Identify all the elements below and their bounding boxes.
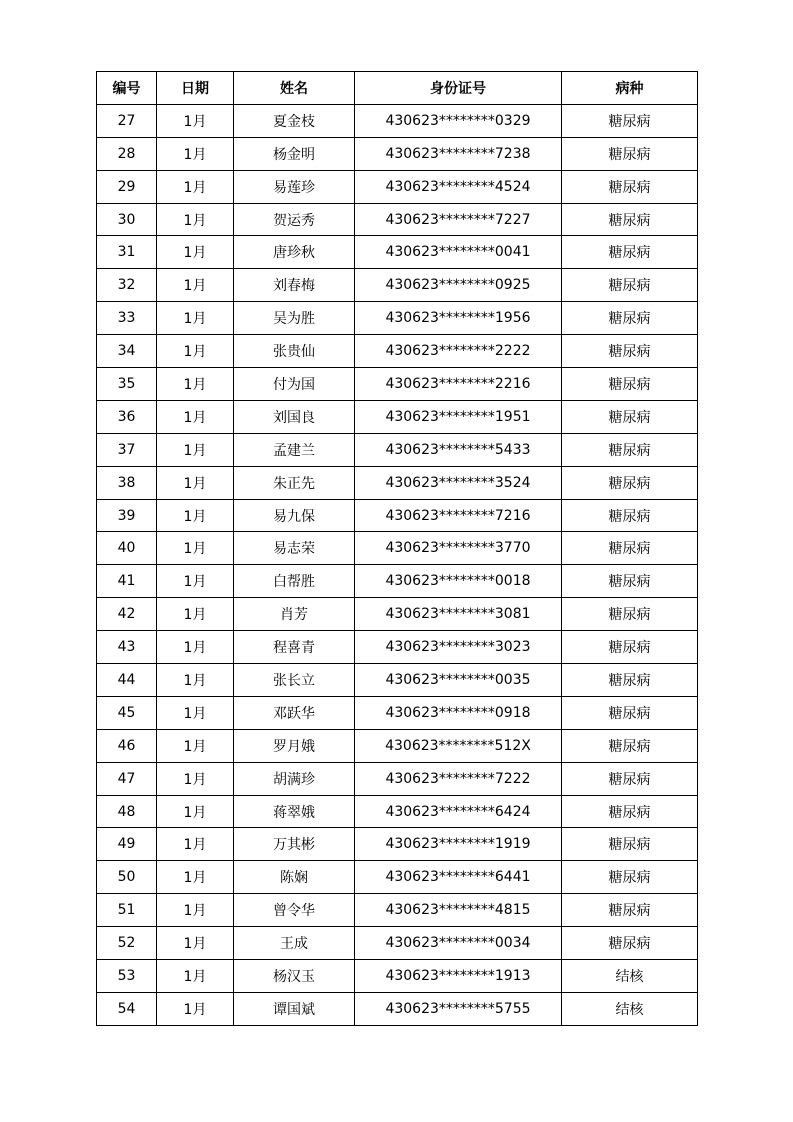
cell-date: 1月 — [157, 499, 234, 532]
cell-number: 48 — [97, 795, 157, 828]
cell-disease: 糖尿病 — [562, 236, 698, 269]
cell-date: 1月 — [157, 433, 234, 466]
cell-date: 1月 — [157, 960, 234, 993]
cell-id-number: 430623********7222 — [355, 762, 562, 795]
cell-id-number: 430623********5433 — [355, 433, 562, 466]
table-row — [97, 302, 698, 335]
cell-name: 肖芳 — [234, 598, 355, 631]
cell-name: 蒋翠娥 — [234, 795, 355, 828]
cell-number: 50 — [97, 861, 157, 894]
cell-disease: 糖尿病 — [562, 302, 698, 335]
table-row — [97, 236, 698, 269]
cell-name: 刘国良 — [234, 400, 355, 433]
cell-name: 张长立 — [234, 664, 355, 697]
cell-id-number: 430623********3770 — [355, 532, 562, 565]
cell-number: 36 — [97, 400, 157, 433]
cell-disease: 结核 — [562, 960, 698, 993]
cell-disease: 糖尿病 — [562, 532, 698, 565]
cell-number: 46 — [97, 729, 157, 762]
table-header-row — [97, 72, 698, 105]
cell-number: 54 — [97, 992, 157, 1025]
cell-name: 罗月娥 — [234, 729, 355, 762]
cell-id-number: 430623********0918 — [355, 696, 562, 729]
cell-id-number: 430623********3081 — [355, 598, 562, 631]
cell-date: 1月 — [157, 927, 234, 960]
cell-date: 1月 — [157, 203, 234, 236]
cell-name: 张贵仙 — [234, 335, 355, 368]
table-row — [97, 400, 698, 433]
table-row — [97, 729, 698, 762]
cell-id-number: 430623********7238 — [355, 137, 562, 170]
table-row — [97, 927, 698, 960]
cell-name: 付为国 — [234, 368, 355, 401]
cell-date: 1月 — [157, 861, 234, 894]
cell-id-number: 430623********4815 — [355, 894, 562, 927]
cell-id-number: 430623********0925 — [355, 269, 562, 302]
cell-number: 28 — [97, 137, 157, 170]
cell-number: 40 — [97, 532, 157, 565]
table-row — [97, 335, 698, 368]
table-row — [97, 203, 698, 236]
table-row — [97, 466, 698, 499]
cell-disease: 糖尿病 — [562, 104, 698, 137]
cell-disease: 糖尿病 — [562, 894, 698, 927]
cell-number: 33 — [97, 302, 157, 335]
cell-name: 易志荣 — [234, 532, 355, 565]
cell-disease: 糖尿病 — [562, 664, 698, 697]
cell-number: 32 — [97, 269, 157, 302]
header-disease: 病种 — [562, 72, 698, 105]
cell-name: 吴为胜 — [234, 302, 355, 335]
cell-date: 1月 — [157, 269, 234, 302]
cell-date: 1月 — [157, 400, 234, 433]
cell-id-number: 430623********2216 — [355, 368, 562, 401]
cell-id-number: 430623********5755 — [355, 992, 562, 1025]
cell-name: 夏金枝 — [234, 104, 355, 137]
header-date: 日期 — [157, 72, 234, 105]
cell-disease: 糖尿病 — [562, 696, 698, 729]
cell-date: 1月 — [157, 762, 234, 795]
cell-date: 1月 — [157, 729, 234, 762]
cell-date: 1月 — [157, 795, 234, 828]
cell-number: 49 — [97, 828, 157, 861]
table-body — [97, 104, 698, 1025]
cell-disease: 糖尿病 — [562, 466, 698, 499]
cell-date: 1月 — [157, 236, 234, 269]
table-row — [97, 861, 698, 894]
cell-name: 白帮胜 — [234, 565, 355, 598]
table-row — [97, 960, 698, 993]
cell-date: 1月 — [157, 894, 234, 927]
cell-id-number: 430623********2222 — [355, 335, 562, 368]
cell-date: 1月 — [157, 104, 234, 137]
cell-date: 1月 — [157, 302, 234, 335]
cell-id-number: 430623********4524 — [355, 170, 562, 203]
cell-id-number: 430623********6441 — [355, 861, 562, 894]
cell-number: 31 — [97, 236, 157, 269]
cell-number: 37 — [97, 433, 157, 466]
cell-date: 1月 — [157, 335, 234, 368]
header-id-number: 身份证号 — [355, 72, 562, 105]
cell-name: 胡满珍 — [234, 762, 355, 795]
cell-date: 1月 — [157, 137, 234, 170]
cell-date: 1月 — [157, 828, 234, 861]
cell-id-number: 430623********512X — [355, 729, 562, 762]
cell-id-number: 430623********1951 — [355, 400, 562, 433]
cell-id-number: 430623********0329 — [355, 104, 562, 137]
cell-id-number: 430623********6424 — [355, 795, 562, 828]
table-row — [97, 992, 698, 1025]
table-row — [97, 795, 698, 828]
table-row — [97, 894, 698, 927]
cell-number: 35 — [97, 368, 157, 401]
cell-id-number: 430623********3023 — [355, 631, 562, 664]
cell-date: 1月 — [157, 170, 234, 203]
cell-name: 易莲珍 — [234, 170, 355, 203]
table-row — [97, 137, 698, 170]
cell-id-number: 430623********7216 — [355, 499, 562, 532]
cell-id-number: 430623********1956 — [355, 302, 562, 335]
table-row — [97, 433, 698, 466]
cell-disease: 糖尿病 — [562, 861, 698, 894]
header-number: 编号 — [97, 72, 157, 105]
cell-id-number: 430623********1919 — [355, 828, 562, 861]
cell-name: 曾令华 — [234, 894, 355, 927]
cell-name: 程喜青 — [234, 631, 355, 664]
cell-disease: 糖尿病 — [562, 335, 698, 368]
table-row — [97, 828, 698, 861]
cell-number: 45 — [97, 696, 157, 729]
table-row — [97, 565, 698, 598]
cell-id-number: 430623********0041 — [355, 236, 562, 269]
cell-date: 1月 — [157, 532, 234, 565]
cell-date: 1月 — [157, 696, 234, 729]
cell-name: 易九保 — [234, 499, 355, 532]
table-row — [97, 696, 698, 729]
cell-id-number: 430623********0034 — [355, 927, 562, 960]
cell-number: 52 — [97, 927, 157, 960]
cell-disease: 糖尿病 — [562, 927, 698, 960]
cell-number: 38 — [97, 466, 157, 499]
cell-number: 34 — [97, 335, 157, 368]
cell-date: 1月 — [157, 631, 234, 664]
cell-number: 42 — [97, 598, 157, 631]
cell-name: 陈娴 — [234, 861, 355, 894]
table-row — [97, 104, 698, 137]
header-name: 姓名 — [234, 72, 355, 105]
cell-number: 29 — [97, 170, 157, 203]
cell-disease: 糖尿病 — [562, 631, 698, 664]
cell-name: 杨汉玉 — [234, 960, 355, 993]
table-row — [97, 368, 698, 401]
cell-number: 51 — [97, 894, 157, 927]
cell-name: 朱正先 — [234, 466, 355, 499]
cell-name: 孟建兰 — [234, 433, 355, 466]
cell-date: 1月 — [157, 565, 234, 598]
cell-number: 43 — [97, 631, 157, 664]
table-row — [97, 532, 698, 565]
cell-disease: 糖尿病 — [562, 203, 698, 236]
cell-disease: 糖尿病 — [562, 795, 698, 828]
cell-name: 唐珍秋 — [234, 236, 355, 269]
cell-disease: 结核 — [562, 992, 698, 1025]
cell-number: 47 — [97, 762, 157, 795]
cell-date: 1月 — [157, 664, 234, 697]
cell-disease: 糖尿病 — [562, 729, 698, 762]
cell-disease: 糖尿病 — [562, 499, 698, 532]
cell-disease: 糖尿病 — [562, 598, 698, 631]
cell-number: 30 — [97, 203, 157, 236]
cell-disease: 糖尿病 — [562, 433, 698, 466]
cell-number: 53 — [97, 960, 157, 993]
cell-number: 39 — [97, 499, 157, 532]
cell-disease: 糖尿病 — [562, 565, 698, 598]
table-row — [97, 631, 698, 664]
cell-name: 王成 — [234, 927, 355, 960]
table-row — [97, 269, 698, 302]
cell-id-number: 430623********0018 — [355, 565, 562, 598]
cell-id-number: 430623********1913 — [355, 960, 562, 993]
cell-name: 贺运秀 — [234, 203, 355, 236]
cell-number: 41 — [97, 565, 157, 598]
table-row — [97, 664, 698, 697]
cell-disease: 糖尿病 — [562, 137, 698, 170]
patient-table — [96, 71, 698, 1026]
cell-disease: 糖尿病 — [562, 269, 698, 302]
cell-name: 刘春梅 — [234, 269, 355, 302]
table-row — [97, 170, 698, 203]
cell-disease: 糖尿病 — [562, 170, 698, 203]
cell-disease: 糖尿病 — [562, 762, 698, 795]
table-row — [97, 762, 698, 795]
cell-number: 44 — [97, 664, 157, 697]
cell-id-number: 430623********3524 — [355, 466, 562, 499]
cell-name: 万其彬 — [234, 828, 355, 861]
cell-disease: 糖尿病 — [562, 368, 698, 401]
cell-date: 1月 — [157, 466, 234, 499]
cell-number: 27 — [97, 104, 157, 137]
cell-id-number: 430623********7227 — [355, 203, 562, 236]
cell-disease: 糖尿病 — [562, 400, 698, 433]
table-row — [97, 499, 698, 532]
table-row — [97, 598, 698, 631]
cell-date: 1月 — [157, 368, 234, 401]
cell-date: 1月 — [157, 598, 234, 631]
cell-id-number: 430623********0035 — [355, 664, 562, 697]
cell-name: 杨金明 — [234, 137, 355, 170]
cell-name: 谭国斌 — [234, 992, 355, 1025]
cell-date: 1月 — [157, 992, 234, 1025]
cell-disease: 糖尿病 — [562, 828, 698, 861]
cell-name: 邓跃华 — [234, 696, 355, 729]
